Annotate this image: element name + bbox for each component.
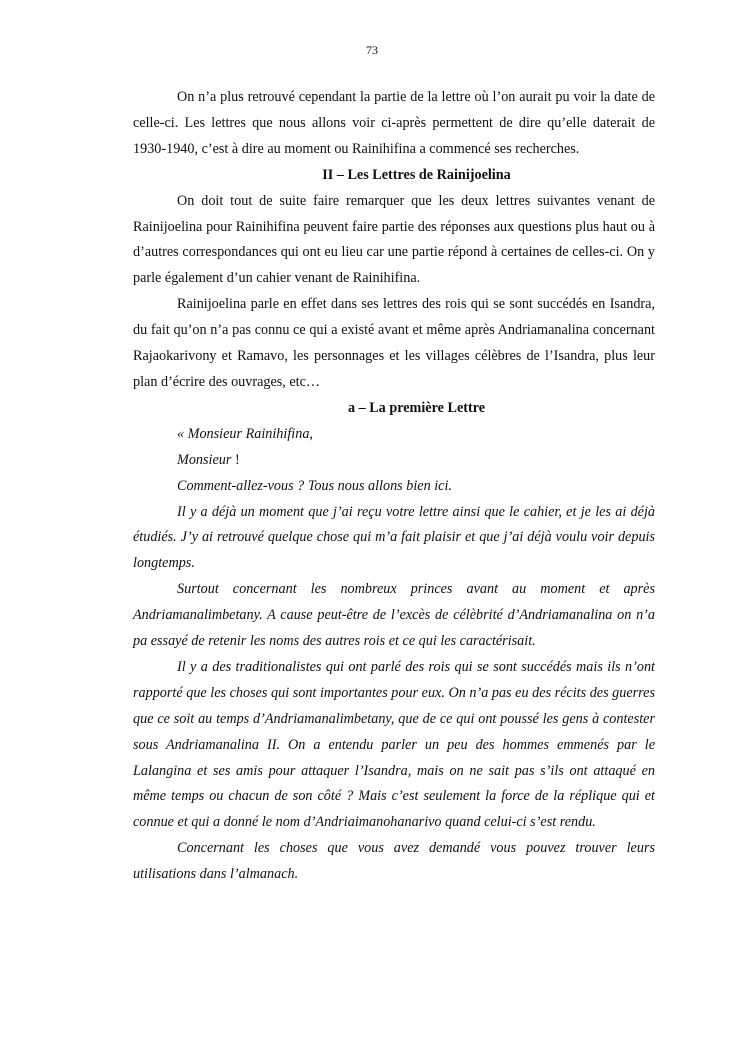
letter-paragraph-2: Surtout concernant les nombreux princes avant au moment et après Andriamanalimbetany. A cause peut-être de l’excès de célèbrité d’Andriamanalina on n’a pa essayé de retenir les noms des autres rois et ce qui les caractérisait.: [133, 581, 655, 650]
letter-salutation-2: [133, 448, 655, 474]
subsection-heading: a – La première Lettre: [347, 399, 486, 416]
salutation-word: Monsieur: [177, 451, 232, 468]
document-body: [133, 85, 655, 888]
paragraph-letters-intro: On doit tout de suite faire remarquer que les deux lettres suivantes venant de Rainijoelina pour Rainihifina peuvent faire partie des réponses aux questions plus haut ou à d’autres correspondances qui ont eu lieu car une partie répond à certaines de celles-ci. On y parle également d’un cahier venant de Rainihifina.: [133, 192, 655, 287]
paragraph-letters-content: Rainijoelina parle en effet dans ses lettres des rois qui se sont succédés en Isandra, du fait qu’on n’a pas connu ce qui a existé avant et même après Andriamanalina concernant Rajaokarivony et Ramavo, les personnages et les villages célèbres de l’Isandra, plus leur plan d’écrire des ouvrages, etc…: [133, 296, 655, 390]
salutation-mark: !: [231, 451, 240, 468]
letter-greeting: Comment-allez-vous ? Tous nous allons bien ici.: [177, 477, 452, 494]
letter-paragraph-1: Il y a déjà un moment que j’ai reçu votre lettre ainsi que le cahier, et je les ai déjà étudiés. J’y ai retrouvé quelque chose qui m’a fait plaisir et que j’ai déjà voulu voir depuis longtemps.: [133, 503, 655, 572]
page-number: 73: [366, 43, 378, 57]
section-heading: II – Les Lettres de Rainijoelina: [322, 166, 511, 183]
letter-paragraph-4: Concernant les choses que vous avez demandé vous pouvez trouver leurs utilisations dans l’almanach.: [133, 840, 655, 883]
letter-salutation: « Monsieur Rainihifina,: [177, 425, 313, 442]
paragraph-intro: On n’a plus retrouvé cependant la partie de la lettre où l’on aurait pu voir la date de celle-ci. Les lettres que nous allons voir ci-après permettent de dire qu’elle daterait de 1930-1940, c’est à dire au moment ou Rainihifina a commencé ses recherches.: [133, 89, 655, 157]
letter-paragraph-3: Il y a des traditionalistes qui ont parlé des rois qui se sont succédés mais ils n’ont rapporté que les choses qui sont importantes pour eux. On n’a pas eu des récits des guerres que ce soit au temps d’Andriamanalimbetany, que de ce qui ont poussé les gens à contester sous Andriamanalina II. On a entendu parler un peu des hommes emmenés par le Lalangina et ses amis pour attaquer l’Isandra, mais on ne sait pas s’ils ont attaqué en même temps ou chacun de son côté ? Mais c’est seulement la force de la réplique qui et connue et qui a donné le nom d’Andriaimanohanarivo quand celui-ci s’est rendu.: [133, 658, 655, 831]
